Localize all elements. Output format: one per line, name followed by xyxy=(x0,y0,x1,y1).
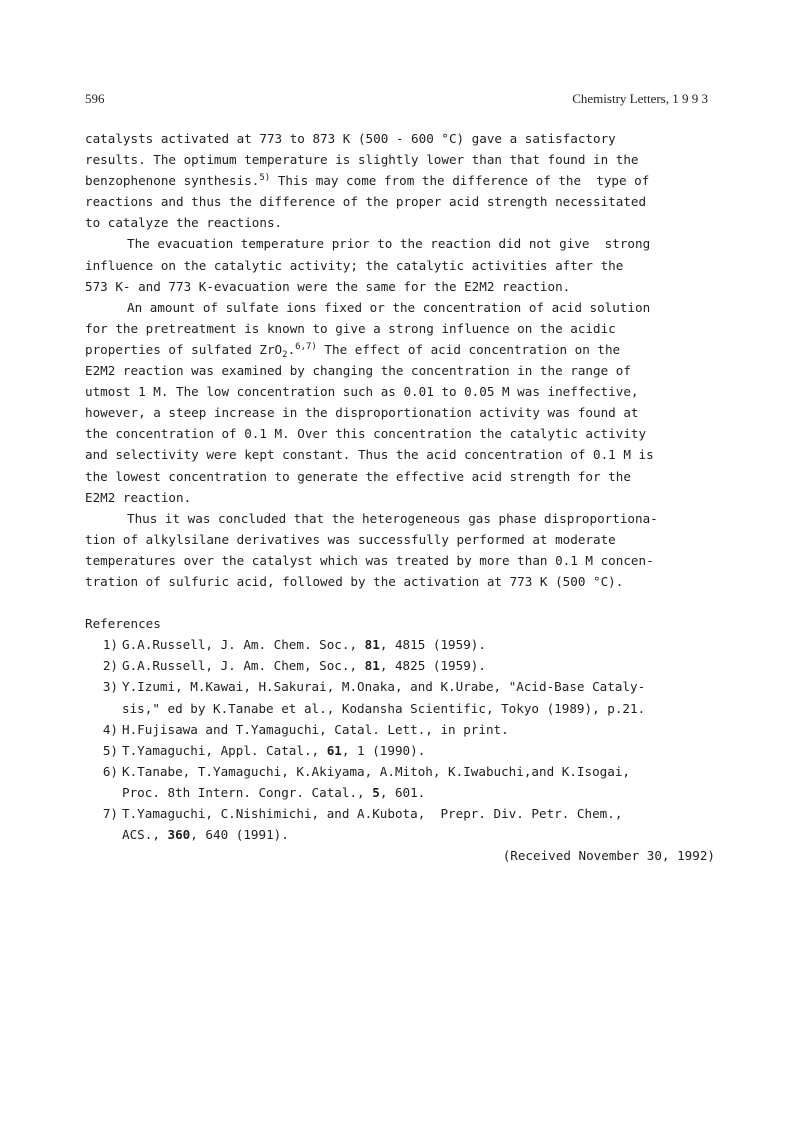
text-span: for the pretreatment is known to give a strong influence on the acidic xyxy=(85,320,616,336)
text-span: properties of sulfated ZrO xyxy=(85,341,283,357)
text-span: The effect of acid concentration on the xyxy=(316,341,621,357)
reference-2 xyxy=(85,655,715,676)
text-span: , 4815 (1959). xyxy=(379,637,486,653)
received-date xyxy=(85,845,715,866)
text-line xyxy=(85,297,715,318)
text-line xyxy=(85,318,715,339)
text-span: G.A.Russell, J. Am. Chem, Soc., xyxy=(122,658,365,674)
text-span: Proc. 8th Intern. Congr. Catal., xyxy=(122,784,373,800)
text-line xyxy=(85,402,715,423)
citation-superscript: 6,7) xyxy=(295,341,317,352)
text-line xyxy=(85,128,715,149)
text-span: Y.Izumi, M.Kawai, H.Sakurai, M.Onaka, and K.Urabe, "Acid-Base Cataly- xyxy=(122,679,646,695)
paragraph-1 xyxy=(85,128,715,233)
text-span: The evacuation temperature prior to the reaction did not give strong xyxy=(127,236,651,252)
reference-number: 5) xyxy=(102,742,118,758)
reference-continuation xyxy=(85,824,715,845)
text-line xyxy=(85,550,715,571)
text-line xyxy=(85,191,715,212)
text-line xyxy=(85,529,715,550)
text-line xyxy=(85,276,715,297)
text-line xyxy=(85,339,715,360)
text-span: T.Yamaguchi, C.Nishimichi, and A.Kubota, Prepr. Div. Petr. Chem., xyxy=(122,806,623,821)
text-span: E2M2 reaction. xyxy=(85,489,192,505)
reference-number: 3) xyxy=(102,679,118,695)
text-span: influence on the catalytic activity; the catalytic activities after the xyxy=(85,257,624,273)
text-span: K.Tanabe, T.Yamaguchi, K.Akiyama, A.Mitoh, K.Iwabuchi,and K.Isogai, xyxy=(122,763,630,779)
text-span: T.Yamaguchi, Appl. Catal., xyxy=(122,742,327,758)
paragraph-4 xyxy=(85,508,715,592)
text-span: , 601. xyxy=(379,784,426,800)
text-span: temperatures over the catalyst which was treated by more than 0.1 M concen- xyxy=(85,552,654,568)
reference-5 xyxy=(85,740,715,761)
citation-superscript: 5) xyxy=(259,173,271,184)
article-body xyxy=(85,128,715,866)
text-span: the lowest concentration to generate the effective acid strength for the xyxy=(85,468,631,484)
text-line xyxy=(85,360,715,381)
reference-number: 1) xyxy=(102,637,118,653)
reference-4 xyxy=(85,719,715,740)
text-span: , 4825 (1959). xyxy=(379,658,486,674)
reference-1 xyxy=(85,634,715,655)
text-line xyxy=(85,466,715,487)
journal-title: Chemistry Letters, 1 9 9 3 xyxy=(572,91,708,106)
text-span: , 640 (1991). xyxy=(190,827,289,843)
text-span: catalysts activated at 773 to 873 K (500 - 600 °C) gave a satisfactory xyxy=(85,131,616,146)
text-span: This may come from the difference of the type of xyxy=(270,173,650,189)
text-span: E2M2 reaction was examined by changing the concentration in the range of xyxy=(85,363,631,379)
reference-continuation: sis," ed by K.Tanabe et al., Kodansha Scientific, Tokyo (1989), p.21. xyxy=(122,700,646,716)
text-span: results. The optimum temperature is slightly lower than that found in the xyxy=(85,152,639,168)
text-line xyxy=(85,381,715,402)
text-span: (Received November 30, 1992) xyxy=(502,848,715,864)
reference-7 xyxy=(85,803,715,824)
text-span: . xyxy=(287,341,296,357)
text-span: utmost 1 M. The low concentration such as 0.01 to 0.05 M was ineffective, xyxy=(85,384,639,400)
volume: 360 xyxy=(167,827,191,843)
text-span: reactions and thus the difference of the proper acid strength necessitated xyxy=(85,194,647,210)
text-line xyxy=(85,508,715,529)
text-span: H.Fujisawa and T.Yamaguchi, Catal. Lett., in print. xyxy=(122,721,509,737)
text-line xyxy=(85,255,715,276)
spacer xyxy=(85,592,715,613)
text-line xyxy=(85,444,715,465)
text-span: tion of alkylsilane derivatives was successfully performed at moderate xyxy=(85,531,616,547)
page-number: 596 xyxy=(85,91,105,106)
text-line xyxy=(85,149,715,170)
text-span: the concentration of 0.1 M. Over this concentration the catalytic activity xyxy=(85,426,647,442)
volume: 5 xyxy=(372,784,380,800)
text-span: , 1 (1990). xyxy=(341,742,426,758)
text-span: tration of sulfuric acid, followed by the activation at 773 K (500 °C). xyxy=(85,573,624,589)
subscript: 2 xyxy=(282,349,288,360)
text-span: An amount of sulfate ions fixed or the concentration of acid solution xyxy=(127,299,651,315)
text-span: G.A.Russell, J. Am. Chem. Soc., xyxy=(122,637,365,653)
reference-number: 7) xyxy=(102,806,118,821)
reference-number: 6) xyxy=(102,763,118,779)
paragraph-2 xyxy=(85,233,715,296)
reference-6 xyxy=(85,761,715,782)
reference-continuation xyxy=(85,782,715,803)
text-line xyxy=(85,212,715,233)
text-span: however, a steep increase in the disproportionation activity was found at xyxy=(85,405,639,421)
reference-3 xyxy=(85,676,715,697)
references xyxy=(85,613,715,866)
reference-number: 2) xyxy=(102,658,118,674)
reference-number: 4) xyxy=(102,721,118,737)
volume: 81 xyxy=(364,637,380,653)
volume: 61 xyxy=(326,742,342,758)
text-span: 573 K- and 773 K-evacuation were the same for the E2M2 reaction. xyxy=(85,278,571,294)
paragraph-3 xyxy=(85,297,715,508)
text-span: ACS., xyxy=(122,827,168,843)
text-span: benzophenone synthesis. xyxy=(85,173,260,189)
text-span: Thus it was concluded that the heterogeneous gas phase disproportiona- xyxy=(127,510,658,526)
text-line xyxy=(85,571,715,592)
text-line xyxy=(85,487,715,508)
volume: 81 xyxy=(364,658,380,674)
references-heading: References xyxy=(85,616,161,632)
text-line xyxy=(85,423,715,444)
text-span: and selectivity were kept constant. Thus the acid concentration of 0.1 M is xyxy=(85,447,654,463)
text-line xyxy=(85,170,715,191)
text-line xyxy=(85,233,715,254)
text-span: to catalyze the reactions. xyxy=(85,215,283,231)
